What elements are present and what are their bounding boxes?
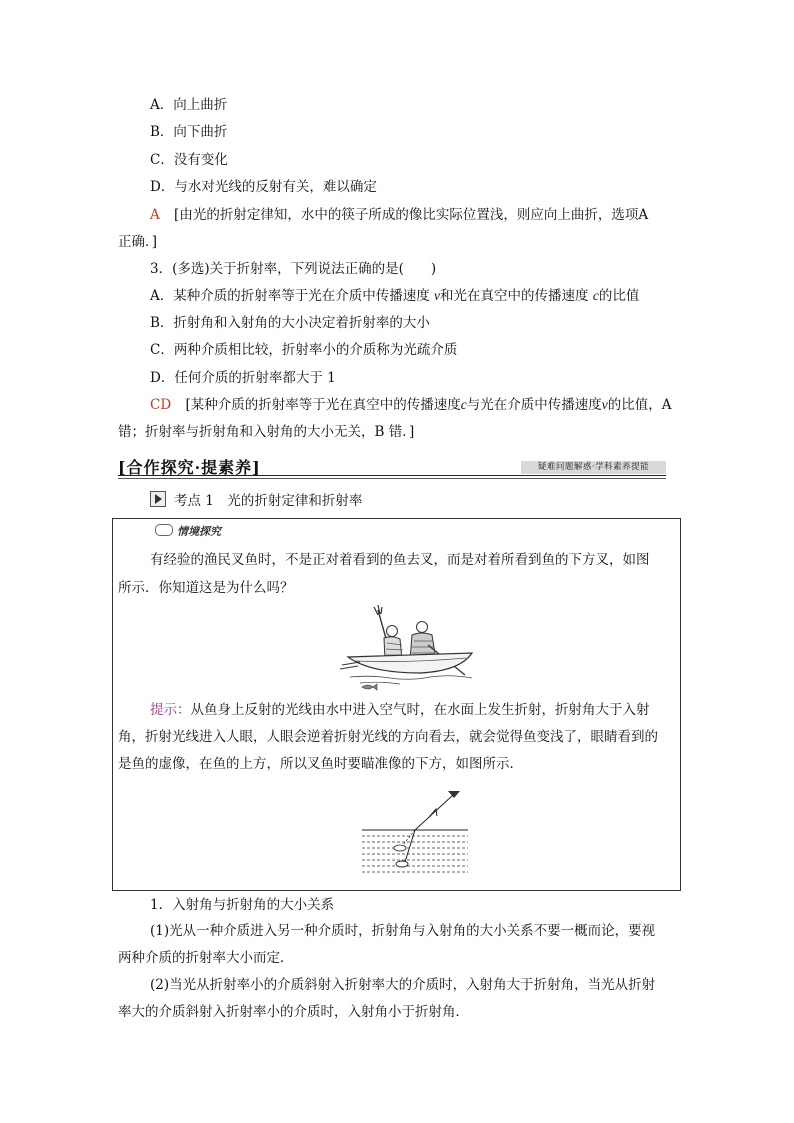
q3-option-a-part3: 的比值 [598,288,640,304]
q3-option-a-part2: 和光在真空中的传播速度 [440,288,593,304]
badge-icon [155,524,173,536]
q2-option-b: B．向下曲折 [150,124,228,140]
q3-stem: 3．(多选)关于折射率，下列说法正确的是( ) [150,261,437,277]
q2-option-d: D．与水对光线的反射有关，难以确定 [150,179,377,195]
hint-label: 提示： [150,702,191,718]
symbol-c: c [460,397,467,412]
hint-line3: 是鱼的虚像，在鱼的上方，所以叉鱼时要瞄准像的下方，如图所示． [118,756,523,772]
body-p1-line1: (1)光从一种介质进入另一种介质时，折射角与入射角的大小关系不要一概而论，要视 [150,923,656,939]
q3-answer-letter: CD [150,397,172,413]
refraction-diagram [360,788,470,880]
body-p2-line1: (2)当光从折射率小的介质斜射入折射率大的介质时，入射角大于折射角，当光从折射 [150,977,656,993]
symbol-v: v [601,397,608,412]
scenario-para-line1: 有经验的渔民叉鱼时，不是正对着看到的鱼去叉，而是对着所看到鱼的下方叉，如图 [150,552,650,568]
q3-option-d: D．任何介质的折射率都大于 1 [150,370,336,386]
body-heading-1: 1．入射角与折射角的大小关系 [150,897,335,913]
q2-answer-line2: 正确．] [118,234,158,250]
q3-option-a-part1: A．某种介质的折射率等于光在介质中传播速度 [150,288,435,304]
q3-option-b: B．折射角和入射角的大小决定着折射率的大小 [150,315,430,331]
q2-answer-line1 [150,205,648,225]
scenario-para-line2: 所示．你知道这是为什么吗？ [118,580,294,596]
kaodian-heading [150,491,362,511]
play-triangle-icon [150,491,166,507]
section-tag: 疑难问题解惑·学科素养提能 [521,461,666,474]
scenario-badge [155,524,221,540]
kaodian-text: 考点 1 光的折射定律和折射率 [174,493,363,509]
body-p2-line2: 率大的介质斜射入折射率小的介质时，入射角小于折射角． [118,1004,469,1020]
q3-answer-line2: 错；折射率与折射角和入射角的大小无关，B 错．] [118,424,415,440]
symbol-c: c [592,288,599,303]
q3-answer-part3: 的比值，A [607,397,672,413]
section-rule [118,475,666,476]
q3-option-a [150,286,639,306]
q2-option-c: C．没有变化 [150,152,228,168]
hint-text1: 从鱼身上反射的光线由水中进入空气时，在水面上发生折射，折射角大于入射 [190,702,650,718]
q3-answer-part2: 与光在介质中传播速度 [466,397,602,413]
badge-label: 情境探究 [177,525,221,538]
q3-answer-line1 [150,395,671,415]
q3-option-c: C．两种介质相比较，折射率小的介质称为光疏介质 [150,342,458,358]
q3-answer-part1: [某种介质的折射率等于光在真空中的传播速度 [185,397,461,413]
q2-answer-text: [由光的折射定律知，水中的筷子所成的像比实际位置浅，则应向上曲折，选项A [174,207,649,223]
body-p1-line2: 两种介质的折射率大小而定． [118,950,294,966]
section-rule-thin [118,478,666,479]
symbol-v: v [434,288,441,303]
hint-line1 [150,700,650,720]
hint-line2: 角，折射光线进入人眼，人眼会逆着折射光线的方向看去，就会觉得鱼变浅了，眼睛看到的 [118,729,658,745]
section-title: [合作探究·提素养] [118,458,261,477]
q2-option-a: A．向上曲折 [150,97,228,113]
fisherman-illustration [340,605,480,693]
q2-answer-letter: A [150,207,160,223]
